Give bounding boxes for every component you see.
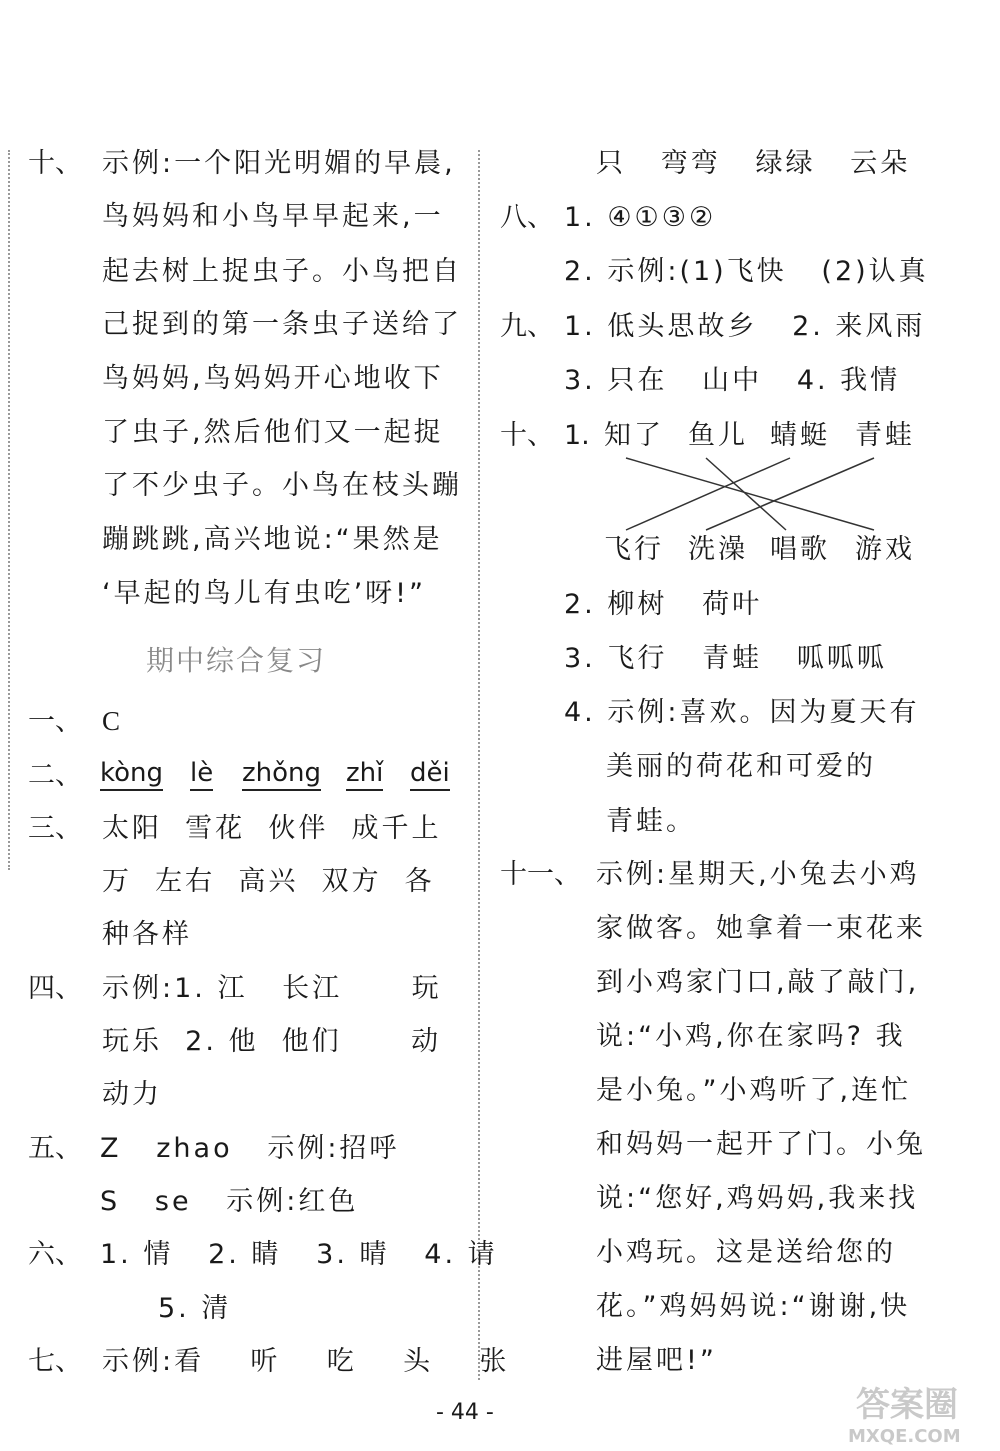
essay-line: 说:“小鸡,你在家吗? 我 (596, 1021, 906, 1052)
pinyin-answer: kòng (100, 760, 163, 791)
section-4-line: 示例:1. 江 长江 玩 (102, 973, 442, 1004)
essay-line: 是小兔。”小鸡听了,连忙 (596, 1075, 912, 1106)
essay-line: 蹦跳跳,高兴地说:“果然是 (102, 524, 443, 555)
section-7-line: 示例:看 听 吃 头 张 (102, 1346, 510, 1377)
section-7-label: 七、 (28, 1346, 82, 1377)
section-2-label: 二、 (28, 760, 82, 791)
section-10r-label: 十、 (500, 420, 554, 451)
essay-line: 示例:一个阳光明媚的早晨, (102, 148, 456, 179)
essay-line: 鸟妈妈,鸟妈妈开心地收下 (102, 363, 444, 394)
matching-bottom-word: 洗澡 (688, 534, 748, 565)
essay-line: 起去树上捉虫子。小鸟把自 (102, 256, 462, 287)
essay-line: 鸟妈妈和小鸟早早起来,一 (102, 201, 444, 232)
section-5-label: 五、 (28, 1133, 82, 1164)
section-9-line: 1. 低头思故乡 2. 来风雨 (564, 311, 926, 342)
watermark-url: MXQE.COM (848, 1426, 961, 1447)
section-10r-line: 4. 示例:喜欢。因为夏天有 (564, 697, 920, 728)
essay-line: 家做客。她拿着一束花来 (596, 913, 926, 944)
section-6-line: 1. 情 2. 睛 3. 晴 4. 请 (100, 1239, 498, 1270)
match-line (706, 458, 874, 530)
matching-bottom-word: 游戏 (855, 534, 915, 565)
section-1-label: 一、 (28, 706, 82, 737)
section-3-line: 种各样 (102, 919, 192, 950)
pinyin-answer: zhǐ (346, 760, 383, 791)
section-3-line: 万 左右 高兴 双方 各 (102, 866, 435, 897)
matching-bottom-word: 唱歌 (770, 534, 830, 565)
matching-bottom-word: 飞行 (604, 534, 664, 565)
section-heading: 期中综合复习 (146, 644, 327, 677)
essay-line: 说:“您好,鸡妈妈,我来找 (596, 1183, 919, 1214)
pinyin-answer: děi (410, 760, 450, 791)
match-line (626, 458, 790, 530)
section-3-line: 太阳 雪花 伙伴 成千上 (102, 813, 442, 844)
matching-top-word: 青蛙 (855, 420, 915, 451)
section-4-line: 玩乐 2. 他 他们 动 (102, 1026, 442, 1057)
section-5-line: Z zhao 示例:招呼 (100, 1133, 400, 1164)
pinyin-answer: zhǒng (242, 760, 321, 791)
section-8-line: 1. ④①③② (564, 202, 717, 233)
pinyin-answer: lè (190, 760, 213, 791)
section-1-answer: C (102, 706, 124, 736)
essay-line: 示例:星期天,小兔去小鸡 (596, 859, 920, 890)
section-10r-line: 青蛙。 (606, 806, 696, 837)
section-5-line: S se 示例:红色 (100, 1186, 359, 1217)
section-8-label: 八、 (500, 202, 554, 233)
match-line (626, 458, 874, 530)
section-10r-line: 2. 柳树 荷叶 (564, 589, 763, 620)
essay-line: 到小鸡家门口,敲了敲门, (596, 967, 920, 998)
essay-line: 进屋吧!” (596, 1345, 717, 1376)
section-8-line: 2. 示例:(1)飞快 (2)认真 (564, 256, 929, 287)
match-line (706, 458, 786, 530)
essay-line: 花。”鸡妈妈说:“谢谢,快 (596, 1291, 911, 1322)
section-10r-line: 美丽的荷花和可爱的 (606, 751, 876, 782)
section-10r-line: 3. 飞行 青蛙 呱呱呱 (564, 643, 887, 674)
section-6-label: 六、 (28, 1239, 82, 1270)
section-10-label: 十、 (28, 148, 82, 179)
section-9-label: 九、 (500, 311, 554, 342)
essay-line: ‘早起的鸟儿有虫吃’呀!” (102, 578, 426, 609)
essay-line: 了不少虫子。小鸟在枝头蹦 (102, 470, 462, 501)
essay-line: 己捉到的第一条虫子送给了 (102, 309, 462, 340)
matching-number: 1. (564, 420, 590, 451)
matching-top-word: 鱼儿 (688, 420, 748, 451)
section-4-line: 动力 (102, 1079, 162, 1110)
page-number: - 44 - (436, 1400, 494, 1425)
watermark-logo: 答案圈 (856, 1385, 958, 1425)
matching-top-word: 蜻蜓 (770, 420, 830, 451)
essay-line: 了虫子,然后他们又一起捉 (102, 417, 444, 448)
matching-top-word: 知了 (604, 420, 664, 451)
section-6-line: 5. 清 (158, 1293, 232, 1324)
essay-line: 和妈妈一起开了门。小兔 (596, 1129, 926, 1160)
section-7-continued: 只 弯弯 绿绿 云朵 (596, 148, 911, 179)
section-11-label: 十一、 (500, 859, 581, 890)
section-3-label: 三、 (28, 813, 82, 844)
section-4-label: 四、 (28, 973, 82, 1004)
essay-line: 小鸡玩。这是送给您的 (596, 1237, 896, 1268)
section-9-line: 3. 只在 山中 4. 我情 (564, 365, 901, 396)
